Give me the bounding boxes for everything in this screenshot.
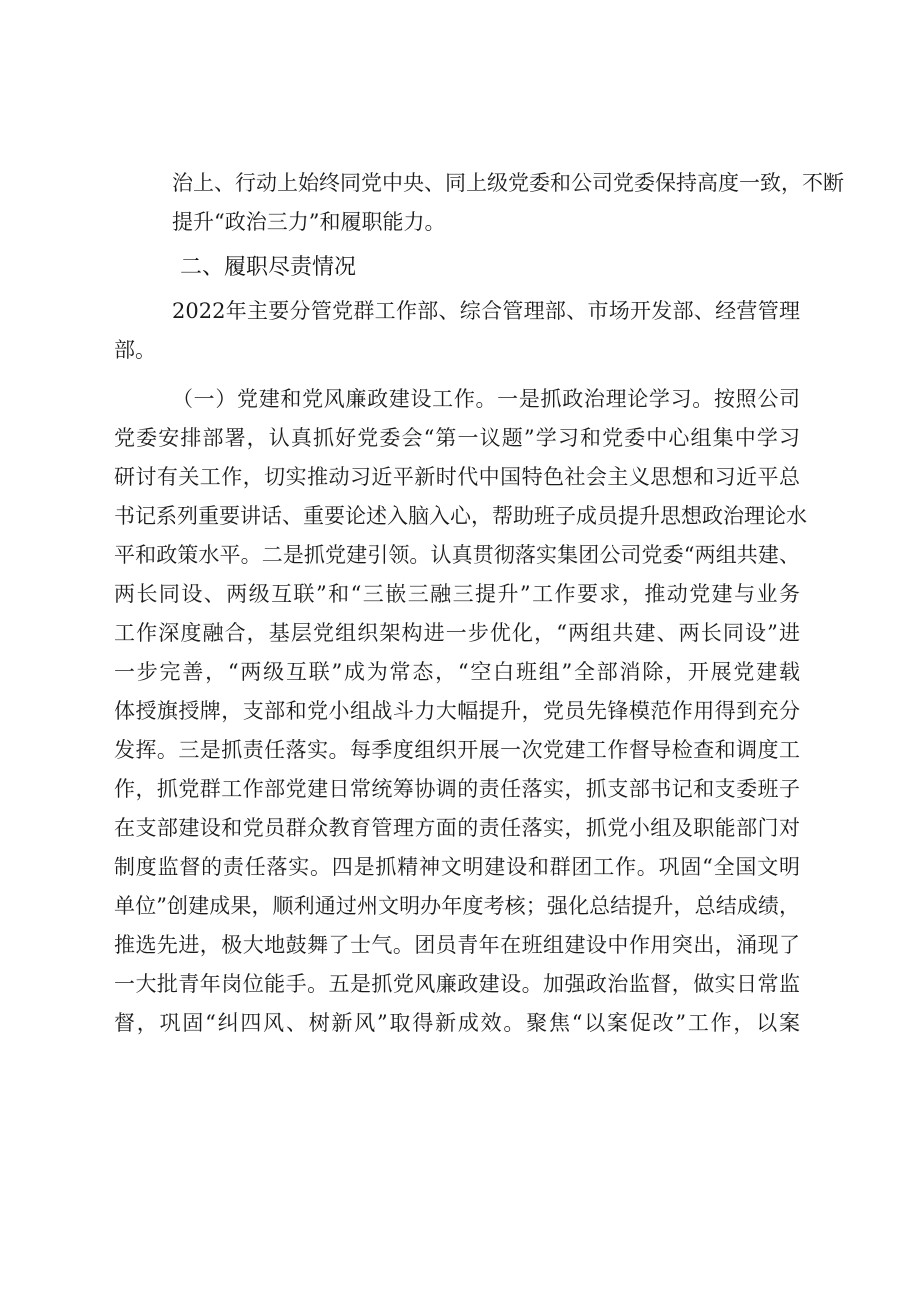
paragraph-spacer — [172, 370, 800, 380]
text-line: 制度监督的责任落实。四是抓精神文明建设和群团工作。巩固“全国文明 — [114, 855, 800, 879]
text-line: 督，巩固“纠四风、树新风”取得新成效。聚焦“以案促改”工作，以案 — [114, 1011, 800, 1035]
text-line: 发挥。三是抓责任落实。每季度组织开展一次党建工作督导检查和调度工 — [114, 738, 800, 762]
paragraph-responsibilities — [114, 292, 800, 370]
text-line: 研讨有关工作，切实推动习近平新时代中国特色社会主义思想和习近平总 — [114, 465, 800, 489]
text-line: 党委安排部署，认真抓好党委会“第一议题”学习和党委中心组集中学习 — [114, 426, 800, 450]
text-line: 提升“政治三力”和履职能力。 — [172, 210, 446, 234]
text-line: 单位”创建成果，顺利通过州文明办年度考核；强化总结提升，总结成绩， — [114, 894, 800, 918]
text-line: 两长同设、两级互联”和“三嵌三融三提升”工作要求，推动党建与业务 — [114, 582, 800, 606]
intro-paragraph — [172, 164, 844, 242]
text-line: （一）党建和党风廉政建设工作。一是抓政治理论学习。按照公司 — [172, 387, 800, 411]
text-line: 部。 — [114, 338, 156, 362]
text-line: 推选先进，极大地鼓舞了士气。团员青年在班组建设中作用突出，涌现了 — [114, 933, 800, 957]
text-line: 书记系列重要讲话、重要论述入脑入心，帮助班子成员提升思想政治理论水 — [114, 504, 807, 528]
section-heading: 二、履职尽责情况 — [180, 255, 357, 280]
text-line: 治上、行动上始终同党中央、同上级党委和公司党委保持高度一致，不断 — [172, 171, 844, 195]
document-body — [114, 164, 844, 1043]
text-line: 工作深度融合，基层党组织架构进一步优化，“两组共建、两长同设”进 — [114, 621, 800, 645]
text-line: 体授旗授牌，支部和党小组战斗力大幅提升，党员先锋模范作用得到充分 — [114, 699, 800, 723]
text-line: 一大批青年岗位能手。五是抓党风廉政建设。加强政治监督，做实日常监 — [114, 972, 800, 996]
paragraph-party-building — [114, 380, 807, 1043]
text-line: 一步完善，“两级互联”成为常态，“空白班组”全部消除，开展党建载 — [114, 660, 800, 684]
text-line: 2022年主要分管党群工作部、综合管理部、市场开发部、经营管理 — [172, 299, 800, 323]
text-line: 作，抓党群工作部党建日常统筹协调的责任落实，抓支部书记和支委班子 — [114, 777, 800, 801]
text-line: 平和政策水平。二是抓党建引领。认真贯彻落实集团公司党委“两组共建、 — [114, 543, 800, 567]
text-line: 在支部建设和党员群众教育管理方面的责任落实，抓党小组及职能部门对 — [114, 816, 800, 840]
